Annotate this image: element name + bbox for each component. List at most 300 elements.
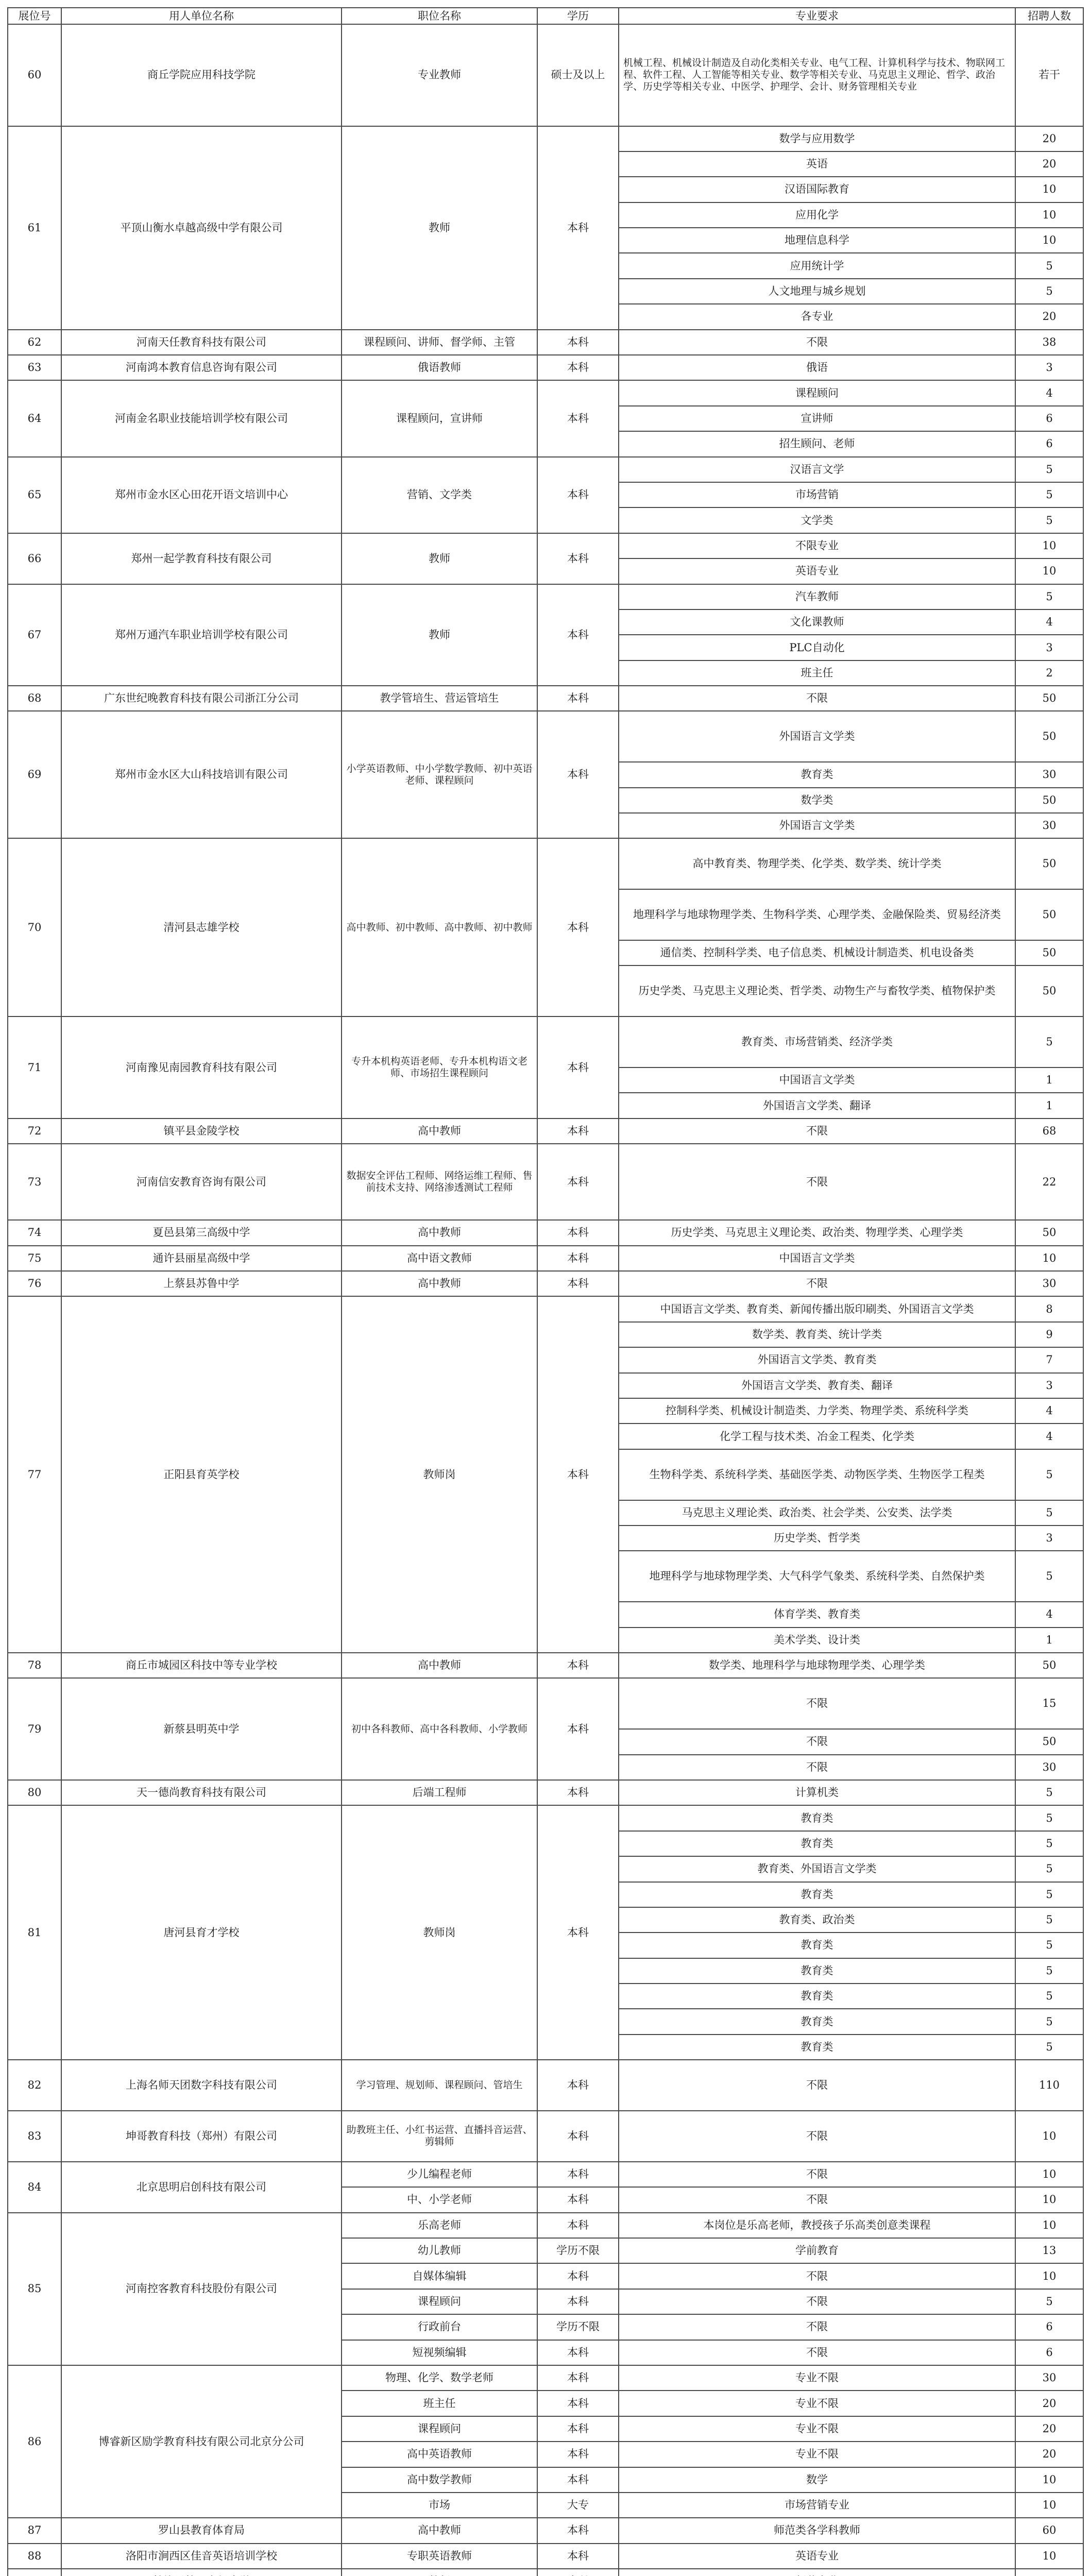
booth-number-cell: 73 xyxy=(8,1144,61,1220)
major-requirement-cell: 文学类 xyxy=(619,507,1015,533)
company-name-cell: 郑州市金水区大山科技培训有限公司 xyxy=(61,711,342,838)
major-requirement-cell: 历史学类、马克思主义理论类、哲学类、动物生产与畜牧学类、植物保护类 xyxy=(619,965,1015,1016)
education-cell: 本科 xyxy=(537,1296,619,1653)
hire-count-cell: 110 xyxy=(1015,2060,1083,2111)
hire-count-cell: 5 xyxy=(1015,253,1083,278)
booth-number-cell: 88 xyxy=(8,2544,61,2569)
hire-count-cell: 5 xyxy=(1015,1551,1083,1602)
major-requirement-cell: 不限 xyxy=(619,330,1015,355)
table-row xyxy=(8,126,1083,151)
education-cell: 本科 xyxy=(537,2263,619,2289)
hire-count-cell: 4 xyxy=(1015,1602,1083,1627)
col-header-education: 学历 xyxy=(537,8,619,24)
hire-count-cell: 50 xyxy=(1015,788,1083,813)
hire-count-cell: 5 xyxy=(1015,1958,1083,1984)
booth-number-cell: 72 xyxy=(8,1118,61,1144)
major-requirement-cell: 不限 xyxy=(619,2340,1015,2365)
hire-count-cell: 10 xyxy=(1015,177,1083,202)
hire-count-cell: 20 xyxy=(1015,2391,1083,2416)
hire-count-cell: 1 xyxy=(1015,1067,1083,1093)
major-requirement-cell: 英语专业 xyxy=(619,558,1015,584)
hire-count-cell: 50 xyxy=(1015,1220,1083,1245)
booth-number-cell: 79 xyxy=(8,1678,61,1780)
company-name-cell: 河南天任教育科技有限公司 xyxy=(61,330,342,355)
hire-count-cell: 20 xyxy=(1015,2442,1083,2467)
major-requirement-cell: 不限专业 xyxy=(619,533,1015,558)
position-cell: 高中教师、初中教师、高中教师、初中教师 xyxy=(342,838,537,1016)
hire-count-cell: 30 xyxy=(1015,1755,1083,1780)
company-name-cell: 河南控客教育科技股份有限公司 xyxy=(61,2213,342,2365)
table-row xyxy=(8,457,1083,482)
hire-count-cell: 30 xyxy=(1015,2365,1083,2391)
major-requirement-cell: 文化课教师 xyxy=(619,609,1015,635)
table-row xyxy=(8,1271,1083,1296)
education-cell: 本科 xyxy=(537,2544,619,2569)
education-cell: 本科 xyxy=(537,457,619,533)
hire-count-cell: 3 xyxy=(1015,635,1083,660)
education-cell: 本科 xyxy=(537,2187,619,2212)
booth-number-cell: 62 xyxy=(8,330,61,355)
major-requirement-cell: 汽车教师 xyxy=(619,584,1015,609)
major-requirement-cell: 外国语言文学类、教育类 xyxy=(619,1347,1015,1372)
hire-count-cell: 5 xyxy=(1015,2009,1083,2034)
major-requirement-cell: 教育类 xyxy=(619,762,1015,787)
hire-count-cell: 5 xyxy=(1015,2289,1083,2314)
hire-count-cell: 20 xyxy=(1015,126,1083,151)
major-requirement-cell: 中国语言文学类、教育类、新闻传播出版印刷类、外国语言文学类 xyxy=(619,1296,1015,1321)
position-cell: 高中英语教师 xyxy=(342,2442,537,2467)
company-name-cell: 河南信安教育咨询有限公司 xyxy=(61,1144,342,1220)
education-cell: 本科 xyxy=(537,1780,619,1805)
major-requirement-cell: 专业不限 xyxy=(619,2391,1015,2416)
hire-count-cell: 5 xyxy=(1015,482,1083,507)
hire-count-cell: 4 xyxy=(1015,1423,1083,1449)
hire-count-cell: 20 xyxy=(1015,151,1083,177)
major-requirement-cell: 教育类、外国语言文学类 xyxy=(619,1856,1015,1882)
hire-count-cell: 5 xyxy=(1015,507,1083,533)
education-cell: 本科 xyxy=(537,2162,619,2187)
booth-number-cell: 74 xyxy=(8,1220,61,1245)
hire-count-cell: 60 xyxy=(1015,2518,1083,2543)
major-requirement-cell: 应用统计学 xyxy=(619,253,1015,278)
hire-count-cell: 5 xyxy=(1015,1933,1083,1958)
booth-number-cell: 61 xyxy=(8,126,61,330)
hire-count-cell: 5 xyxy=(1015,1016,1083,1067)
table-row xyxy=(8,584,1083,609)
table-row xyxy=(8,380,1083,405)
hire-count-cell: 50 xyxy=(1015,965,1083,1016)
booth-number-cell: 71 xyxy=(8,1016,61,1118)
education-cell: 本科 xyxy=(537,2289,619,2314)
hire-count-cell: 5 xyxy=(1015,1500,1083,1526)
company-name-cell: 夏邑县第三高级中学 xyxy=(61,1220,342,1245)
hire-count-cell: 7 xyxy=(1015,1347,1083,1372)
position-cell: 短视频编辑 xyxy=(342,2340,537,2365)
hire-count-cell: 68 xyxy=(1015,1118,1083,1144)
position-cell: 中、小学老师 xyxy=(342,2187,537,2212)
table-row xyxy=(8,2213,1083,2238)
position-cell: 高中教师 xyxy=(342,1271,537,1296)
booth-number-cell xyxy=(8,2569,61,2576)
major-requirement-cell: 教育类、政治类 xyxy=(619,1907,1015,1933)
major-requirement-cell: 本岗位是乐高老师，教授孩子乐高类创意类课程 xyxy=(619,2213,1015,2238)
education-cell: 本科 xyxy=(537,355,619,380)
hire-count-cell: 20 xyxy=(1015,2416,1083,2442)
booth-number-cell: 75 xyxy=(8,1246,61,1271)
major-requirement-cell: 教育类 xyxy=(619,1958,1015,1984)
hire-count-cell: 3 xyxy=(1015,1526,1083,1551)
hire-count-cell: 38 xyxy=(1015,330,1083,355)
major-requirement-cell: 外国语言文学类、翻译 xyxy=(619,1093,1015,1118)
education-cell: 硕士及以上 xyxy=(537,24,619,126)
major-requirement-cell: 应用化学 xyxy=(619,202,1015,228)
education-cell: 学历不限 xyxy=(537,2238,619,2263)
position-cell: 课程顾问，宣讲师 xyxy=(342,380,537,456)
table-row xyxy=(8,1678,1083,1729)
table-row xyxy=(8,2162,1083,2187)
education-cell: 本科 xyxy=(537,711,619,838)
position-cell: 自媒体编辑 xyxy=(342,2263,537,2289)
major-requirement-cell: 专业不限 xyxy=(619,2416,1015,2442)
position-cell: 专职英语教师 xyxy=(342,2544,537,2569)
major-requirement-cell: 教育类 xyxy=(619,2035,1015,2060)
major-requirement-cell: 不限 xyxy=(619,2289,1015,2314)
education-cell: 本科 xyxy=(537,2518,619,2543)
major-requirement-cell: 不限 xyxy=(619,1678,1015,1729)
table-row xyxy=(8,1016,1083,1067)
company-name-cell: 洛阳市涧西区佳音英语培训学校 xyxy=(61,2544,342,2569)
major-requirement-cell: 数学类 xyxy=(619,788,1015,813)
table-body xyxy=(8,24,1083,2576)
major-requirement-cell: 不限 xyxy=(619,1118,1015,1144)
hire-count-cell: 若干 xyxy=(1015,24,1083,126)
hire-count-cell: 4 xyxy=(1015,609,1083,635)
table-row xyxy=(8,1144,1083,1220)
education-cell xyxy=(537,2569,619,2576)
company-name-cell: 平顶山衡水卓越高级中学有限公司 xyxy=(61,126,342,330)
position-cell: 物理、化学、数学老师 xyxy=(342,2365,537,2391)
position-cell: 教师 xyxy=(342,533,537,584)
education-cell: 本科 xyxy=(537,838,619,1016)
major-requirement-cell: 人文地理与城乡规划 xyxy=(619,279,1015,304)
company-name-cell: 清河县志雄学校 xyxy=(61,838,342,1016)
hire-count-cell: 10 xyxy=(1015,2162,1083,2187)
booth-number-cell: 78 xyxy=(8,1653,61,1678)
hire-count-cell: 10 xyxy=(1015,533,1083,558)
major-requirement-cell: 教育类、市场营销类、经济学类 xyxy=(619,1016,1015,1067)
hire-count-cell: 8 xyxy=(1015,1296,1083,1321)
booth-number-cell: 85 xyxy=(8,2213,61,2365)
position-cell: 市场 xyxy=(342,2493,537,2518)
major-requirement-cell xyxy=(619,2569,1015,2576)
position-cell: 班主任 xyxy=(342,2391,537,2416)
major-requirement-cell: 俄语 xyxy=(619,355,1015,380)
table-row xyxy=(8,686,1083,711)
major-requirement-cell: 不限 xyxy=(619,2060,1015,2111)
major-requirement-cell: 外国语言文学类 xyxy=(619,813,1015,838)
education-cell: 本科 xyxy=(537,1016,619,1118)
major-requirement-cell: 生物科学类、系统科学类、基础医学类、动物医学类、生物医学工程类 xyxy=(619,1449,1015,1500)
major-requirement-cell: 不限 xyxy=(619,1271,1015,1296)
booth-number-cell: 64 xyxy=(8,380,61,456)
table-row xyxy=(8,2111,1083,2162)
major-requirement-cell: 控制科学类、机械设计制造类、力学类、物理学类、系统科学类 xyxy=(619,1398,1015,1423)
major-requirement-cell: 地理科学与地球物理学类、生物科学类、心理学类、金融保险类、贸易经济类 xyxy=(619,889,1015,940)
position-cell: 后端工程师 xyxy=(342,1780,537,1805)
hire-count-cell: 50 xyxy=(1015,889,1083,940)
education-cell: 本科 xyxy=(537,330,619,355)
hire-count-cell: 50 xyxy=(1015,711,1083,762)
table-row xyxy=(8,355,1083,380)
hire-count-cell: 10 xyxy=(1015,1246,1083,1271)
position-cell: 教师 xyxy=(342,584,537,686)
major-requirement-cell: 数学类、地理科学与地球物理学类、心理学类 xyxy=(619,1653,1015,1678)
major-requirement-cell: 教育类 xyxy=(619,1882,1015,1907)
booth-number-cell: 60 xyxy=(8,24,61,126)
position-cell: 幼儿教师 xyxy=(342,2238,537,2263)
hire-count-cell: 1 xyxy=(1015,1093,1083,1118)
table-row xyxy=(8,330,1083,355)
position-cell: 行政前台 xyxy=(342,2314,537,2340)
position-cell: 少儿编程老师 xyxy=(342,2162,537,2187)
table-row xyxy=(8,2544,1083,2569)
position-cell: 课程顾问 xyxy=(342,2289,537,2314)
hire-count-cell: 5 xyxy=(1015,584,1083,609)
company-name-cell: 罗山县教育体育局 xyxy=(61,2518,342,2543)
hire-count-cell: 6 xyxy=(1015,2314,1083,2340)
hire-count-cell: 30 xyxy=(1015,1271,1083,1296)
hire-count-cell: 5 xyxy=(1015,1449,1083,1500)
major-requirement-cell: 数学 xyxy=(619,2467,1015,2493)
position-cell: 初中各科教师、高中各科教师、小学教师 xyxy=(342,1678,537,1780)
major-requirement-cell: 中国语言文学类 xyxy=(619,1246,1015,1271)
education-cell: 学历不限 xyxy=(537,2314,619,2340)
booth-number-cell: 77 xyxy=(8,1296,61,1653)
booth-number-cell: 87 xyxy=(8,2518,61,2543)
table-row xyxy=(8,2569,1083,2576)
position-cell: 教学管培生、营运管培生 xyxy=(342,686,537,711)
major-requirement-cell: 不限 xyxy=(619,1144,1015,1220)
hire-count-cell: 10 xyxy=(1015,228,1083,253)
position-cell: 助教班主任、小红书运营、直播抖音运营、剪辑师 xyxy=(342,2111,537,2162)
booth-number-cell: 81 xyxy=(8,1805,61,2060)
position-cell: 高中教师 xyxy=(342,1220,537,1245)
hire-count-cell: 5 xyxy=(1015,1805,1083,1831)
hire-count-cell: 5 xyxy=(1015,457,1083,482)
table-row xyxy=(8,2365,1083,2391)
position-cell: 课程顾问、讲师、督学师、主管 xyxy=(342,330,537,355)
recruitment-table xyxy=(7,7,1084,2576)
booth-number-cell: 68 xyxy=(8,686,61,711)
hire-count-cell: 6 xyxy=(1015,2340,1083,2365)
hire-count-cell: 3 xyxy=(1015,355,1083,380)
major-requirement-cell: 美术学类、设计类 xyxy=(619,1628,1015,1653)
major-requirement-cell: 体育学类、教育类 xyxy=(619,1602,1015,1627)
hire-count-cell: 10 xyxy=(1015,202,1083,228)
major-requirement-cell: 数学与应用数学 xyxy=(619,126,1015,151)
booth-number-cell: 67 xyxy=(8,584,61,686)
table-row xyxy=(8,838,1083,889)
col-header-booth: 展位号 xyxy=(8,8,61,24)
hire-count-cell: 4 xyxy=(1015,380,1083,405)
position-cell: 课程顾问 xyxy=(342,2416,537,2442)
major-requirement-cell: 各专业 xyxy=(619,304,1015,329)
major-requirement-cell: 课程顾问 xyxy=(619,380,1015,405)
table-row xyxy=(8,24,1083,126)
booth-number-cell: 66 xyxy=(8,533,61,584)
hire-count-cell: 10 xyxy=(1015,2187,1083,2212)
major-requirement-cell: 机械工程、机械设计制造及自动化类相关专业、电气工程、计算机科学与技术、物联网工程、软件工程、人工智能等相关专业、数学等相关专业、马克思主义理论、哲学、政治学、历史学等相关专业、中医学、护理学、会计、财务管理相关专业 xyxy=(619,24,1015,126)
education-cell: 本科 xyxy=(537,2442,619,2467)
major-requirement-cell: 数学类、教育类、统计学类 xyxy=(619,1322,1015,1347)
education-cell: 本科 xyxy=(537,1678,619,1780)
hire-count-cell: 5 xyxy=(1015,1882,1083,1907)
major-requirement-cell: 市场营销专业 xyxy=(619,2493,1015,2518)
education-cell: 大专 xyxy=(537,2493,619,2518)
hire-count-cell: 5 xyxy=(1015,1984,1083,2009)
hire-count-cell: 2 xyxy=(1015,660,1083,686)
major-requirement-cell: 历史学类、马克思主义理论类、政治类、物理学类、心理学类 xyxy=(619,1220,1015,1245)
position-cell: 乐高老师 xyxy=(342,2213,537,2238)
table-row xyxy=(8,1780,1083,1805)
major-requirement-cell: 教育类 xyxy=(619,2009,1015,2034)
hire-count-cell: 50 xyxy=(1015,1729,1083,1754)
booth-number-cell: 70 xyxy=(8,838,61,1016)
education-cell: 本科 xyxy=(537,1805,619,2060)
hire-count-cell: 6 xyxy=(1015,406,1083,431)
major-requirement-cell: 英语 xyxy=(619,151,1015,177)
hire-count-cell: 13 xyxy=(1015,2238,1083,2263)
education-cell: 本科 xyxy=(537,2213,619,2238)
position-cell: 高中教师 xyxy=(342,1118,537,1144)
company-name-cell: 上蔡县苏鲁中学 xyxy=(61,1271,342,1296)
booth-number-cell: 84 xyxy=(8,2162,61,2213)
hire-count-cell: 1 xyxy=(1015,1628,1083,1653)
hire-count-cell: 3 xyxy=(1015,1373,1083,1398)
major-requirement-cell: 不限 xyxy=(619,2111,1015,2162)
major-requirement-cell: 宣讲师 xyxy=(619,406,1015,431)
hire-count-cell: 30 xyxy=(1015,813,1083,838)
company-name-cell: 博睿新区励学教育科技有限公司北京分公司 xyxy=(61,2365,342,2518)
table-row xyxy=(8,1246,1083,1271)
position-cell: 高中教师 xyxy=(342,1653,537,1678)
position-cell: 教师岗 xyxy=(342,1296,537,1653)
hire-count-cell: 9 xyxy=(1015,1322,1083,1347)
hire-count-cell: 10 xyxy=(1015,558,1083,584)
company-name-cell: 郑州一起学教育科技有限公司 xyxy=(61,533,342,584)
booth-number-cell: 82 xyxy=(8,2060,61,2111)
table-row xyxy=(8,1118,1083,1144)
hire-count-cell: 10 xyxy=(1015,2467,1083,2493)
hire-count-cell: 15 xyxy=(1015,1678,1083,1729)
major-requirement-cell: PLC自动化 xyxy=(619,635,1015,660)
position-cell: 数据安全评估工程师、网络运维工程师、售前技术支持、网络渗透测试工程师 xyxy=(342,1144,537,1220)
education-cell: 本科 xyxy=(537,1653,619,1678)
education-cell: 本科 xyxy=(537,686,619,711)
table-row xyxy=(8,2060,1083,2111)
hire-count-cell: 20 xyxy=(1015,304,1083,329)
major-requirement-cell: 不限 xyxy=(619,2162,1015,2187)
major-requirement-cell: 高中教育类、物理学类、化学类、数学类、统计学类 xyxy=(619,838,1015,889)
hire-count-cell: 50 xyxy=(1015,1653,1083,1678)
major-requirement-cell: 汉语言文学 xyxy=(619,457,1015,482)
major-requirement-cell: 教育类 xyxy=(619,1805,1015,1831)
hire-count-cell: 5 xyxy=(1015,1780,1083,1805)
company-name-cell: 通许县丽星高级中学 xyxy=(61,1246,342,1271)
company-name-cell xyxy=(61,2569,342,2576)
major-requirement-cell: 外国语言文学类、教育类、翻译 xyxy=(619,1373,1015,1398)
position-cell xyxy=(342,2569,537,2576)
major-requirement-cell: 不限 xyxy=(619,2263,1015,2289)
company-name-cell: 新蔡县明英中学 xyxy=(61,1678,342,1780)
company-name-cell: 河南金名职业技能培训学校有限公司 xyxy=(61,380,342,456)
education-cell: 本科 xyxy=(537,533,619,584)
education-cell: 本科 xyxy=(537,1144,619,1220)
education-cell: 本科 xyxy=(537,1246,619,1271)
position-cell: 小学英语教师、中小学数学教师、初中英语老师、课程顾问 xyxy=(342,711,537,838)
education-cell: 本科 xyxy=(537,2060,619,2111)
major-requirement-cell: 不限 xyxy=(619,1729,1015,1754)
major-requirement-cell: 外国语言文学类 xyxy=(619,711,1015,762)
booth-number-cell: 65 xyxy=(8,457,61,533)
education-cell: 本科 xyxy=(537,2365,619,2391)
major-requirement-cell: 不限 xyxy=(619,686,1015,711)
major-requirement-cell: 教育类 xyxy=(619,1984,1015,2009)
major-requirement-cell: 市场营销 xyxy=(619,482,1015,507)
hire-count-cell: 5 xyxy=(1015,2035,1083,2060)
major-requirement-cell: 化学工程与技术类、冶金工程类、化学类 xyxy=(619,1423,1015,1449)
major-requirement-cell: 招生顾问、老师 xyxy=(619,431,1015,456)
education-cell: 本科 xyxy=(537,2416,619,2442)
education-cell: 本科 xyxy=(537,1118,619,1144)
booth-number-cell: 80 xyxy=(8,1780,61,1805)
major-requirement-cell: 地理科学与地球物理学类、大气科学气象类、系统科学类、自然保护类 xyxy=(619,1551,1015,1602)
education-cell: 本科 xyxy=(537,2340,619,2365)
education-cell: 本科 xyxy=(537,126,619,330)
hire-count-cell: 50 xyxy=(1015,838,1083,889)
position-cell: 专升本机构英语老师、专升本机构语文老师、市场招生课程顾问 xyxy=(342,1016,537,1118)
major-requirement-cell: 师范类各学科教师 xyxy=(619,2518,1015,2543)
position-cell: 高中语文教师 xyxy=(342,1246,537,1271)
hire-count-cell xyxy=(1015,2569,1083,2576)
booth-number-cell: 63 xyxy=(8,355,61,380)
booth-number-cell: 69 xyxy=(8,711,61,838)
position-cell: 高中数学教师 xyxy=(342,2467,537,2493)
table-row xyxy=(8,711,1083,762)
education-cell: 本科 xyxy=(537,2467,619,2493)
company-name-cell: 坤哥教育科技（郑州）有限公司 xyxy=(61,2111,342,2162)
company-name-cell: 河南鸿本教育信息咨询有限公司 xyxy=(61,355,342,380)
position-cell: 专业教师 xyxy=(342,24,537,126)
table-row xyxy=(8,1653,1083,1678)
company-name-cell: 唐河县育才学校 xyxy=(61,1805,342,2060)
hire-count-cell: 5 xyxy=(1015,1831,1083,1856)
col-header-major: 专业要求 xyxy=(619,8,1015,24)
major-requirement-cell: 中国语言文学类 xyxy=(619,1067,1015,1093)
hire-count-cell: 5 xyxy=(1015,279,1083,304)
table-row xyxy=(8,1296,1083,1321)
company-name-cell: 河南豫见南园教育科技有限公司 xyxy=(61,1016,342,1118)
hire-count-cell: 10 xyxy=(1015,2263,1083,2289)
company-name-cell: 天一德尚教育科技有限公司 xyxy=(61,1780,342,1805)
header-row xyxy=(8,8,1083,24)
hire-count-cell: 10 xyxy=(1015,2213,1083,2238)
major-requirement-cell: 不限 xyxy=(619,1755,1015,1780)
education-cell: 本科 xyxy=(537,1271,619,1296)
hire-count-cell: 10 xyxy=(1015,2111,1083,2162)
major-requirement-cell: 不限 xyxy=(619,2187,1015,2212)
col-header-company: 用人单位名称 xyxy=(61,8,342,24)
